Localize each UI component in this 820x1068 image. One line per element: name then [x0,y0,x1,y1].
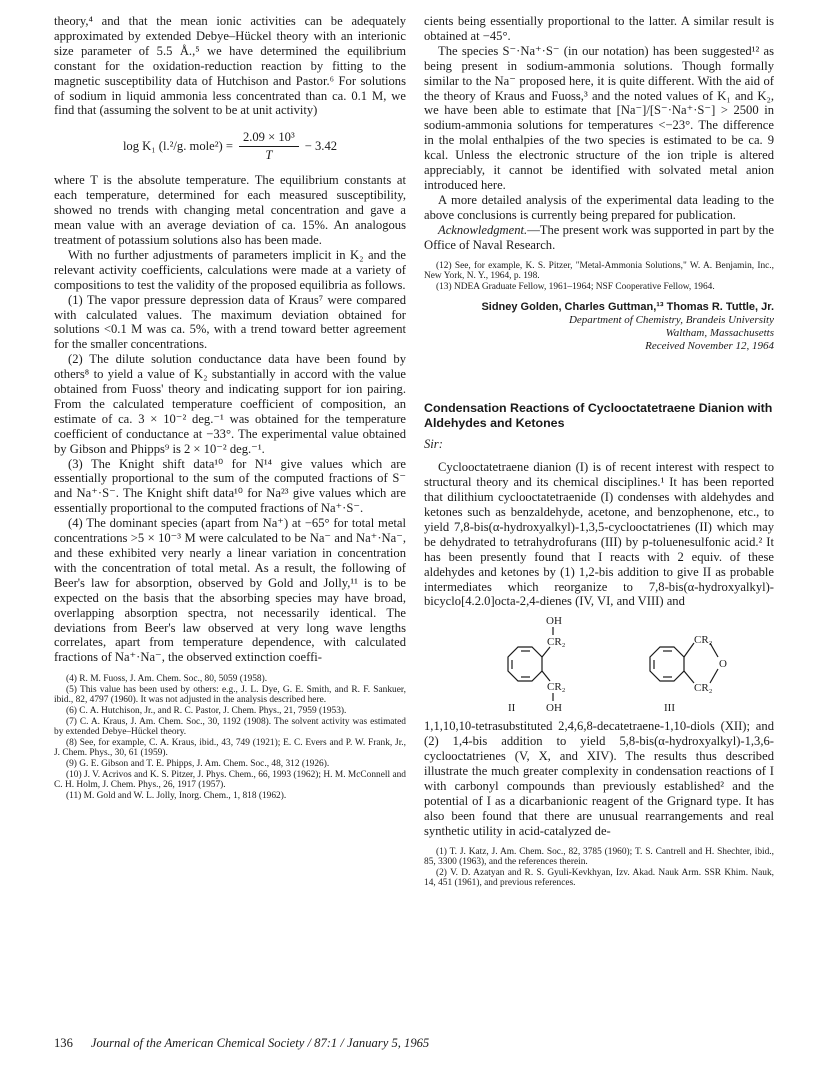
paragraph: A more detailed analysis of the experimental data leading to the above conclusions is currently being prepared for publication. [424,192,774,222]
paragraph: With no further adjustments of parameters implicit in K₂ and the relevant activity coefficients, calculations were made at a variety of compositions to test the validity of the proposed equilibria as follows. [54,247,406,292]
acknowledgment [424,223,774,253]
footnote: (4) R. M. Fuoss, J. Am. Chem. Soc., 80, 5059 (1958). [66,674,268,685]
paragraph: cients being essentially proportional to the latter. A similar result is obtained at −45°. [424,14,774,43]
paragraph: theory,⁴ and that the mean ionic activities can be adequately approximated by extended Debye–Hückel theory with an interionic size parameter of 5.5 Å.,⁵ we have determined the equilibrium constant for the oxidation-reduction reaction by fitting to the magnetic susceptibility data of Hutchison and Pastor.⁶ For solutions of sodium in liquid ammonia less concentrated than ca. 0.1 M, we find that (assuming the solvent to be at unit activity) [54,14,406,118]
journal-citation: Journal of the American Chemical Society / 87:1 / January 5, 1965 [90,1036,430,1050]
footnotes [424,847,774,889]
equation-rhs: − 3.42 [304,139,338,154]
equation [54,130,406,163]
equation-lhs: log K₁ (l.²/g. mole²) = [122,139,233,154]
footnote: (2) V. D. Azatyan and R. S. Gyuli-Kevkhyan, Izv. Akad. Nauk Arm. SSR Khim. Nauk, 14, 451 (1961), and previous references. [424,867,774,889]
right-column [424,14,774,889]
paragraph: (1) The vapor pressure depression data of Kraus⁷ were compared with calculated values. The maximum deviation obtained for solutions <0.1 M was ca. 5%, with a trend toward better agreement for the smaller concentrations. [54,292,406,352]
footnote: (5) This value has been used by others: e.g., J. L. Dye, G. E. Smith, and R. F. Sankuer, ibid., 82, 4797 (1960). It was not adjusted in the analysis described here. [54,684,406,706]
paragraph: (2) The dilute solution conductance data have been found by others⁸ to yield a value of K₂ substantially in accord with the value obtained from Fuoss' theory and indicating support for ion pairing. From the calculated temperature coefficient of composition, an estimate of ca. 3 × 10⁻² deg.⁻¹ was obtained for the temperature coefficient of conductance at −33°. The experimental value obtained by Gibson and Phipps⁹ is 2 × 10⁻² deg.⁻¹. [54,352,406,456]
footnote: (12) See, for example, K. S. Pitzer, "Metal-Ammonia Solutions," W. A. Benjamin, Inc., New York, N. Y., 1964, p. 198. [424,260,774,282]
salutation: Sir: [424,437,443,452]
equation-fraction [239,130,299,163]
structure-ii-label: II [508,702,516,715]
footnote: (7) C. A. Kraus, J. Am. Chem. Soc., 30, 1192 (1908). The solvent activity was estimated by extended Debye–Hückel theory. [54,716,406,738]
received-date: Received November 12, 1964 [645,340,774,353]
footnote: (1) T. J. Katz, J. Am. Chem. Soc., 82, 3785 (1960); T. S. Cantrell and H. Shechter, ibid., 85, 3300 (1963), and the references therein. [424,846,774,868]
page-footer [54,1036,429,1051]
cr2-bottom-label: CR₂ [694,682,713,695]
paragraph: (3) The Knight shift data¹⁰ for N¹⁴ give values which are essentially proportional to the sum of the computed fractions of S⁻ and Na⁺·S⁻. The Knight shift data¹⁰ for Na²³ give values which are essentially proportional to the computed fractions of Na⁺·S⁻. [54,456,406,516]
footnote: (9) G. E. Gibson and T. E. Phipps, J. Am. Chem. Soc., 48, 312 (1926). [66,759,330,769]
acknowledgment-text: —The present work was supported in part by the Office of Naval Research. [424,222,774,252]
structure-iii-diagram [636,613,746,715]
page-number: 136 [54,1036,73,1050]
signature-block [424,300,774,353]
author-city: Waltham, Massachusetts [665,327,774,340]
left-column [54,14,406,801]
author-names: Sidney Golden, Charles Guttman,¹³ Thomas R. Tuttle, Jr. [481,301,774,314]
paragraph: The species S⁻·Na⁺·S⁻ (in our notation) has been suggested¹² as being present in sodium-ammonia solutions. Though formally similar to the Na⁻ proposed here, it is quite different. With the aid of the theory of Kraus and Fuoss,³ and the noted values of K₁ and K₂, we have been able to estimate that [Na⁻]/[S⁻·Na⁺·S⁻] > 2500 in sodium-ammonia solutions for temperatures <−23°. The difference in the molal enthalpies of the two species is estimated to be ca. 9 kcal. Unless the electronic structure of the ion triple is altered appreciably, it cannot be identified with solvated metal anion introduced here. [424,43,774,192]
footnote: (8) See, for example, C. A. Kraus, ibid., 43, 749 (1921); E. C. Evers and P. W. Frank, Jr., J. Chem. Phys., 30, 61 (1959). [54,737,406,759]
footnotes [424,261,774,293]
oh-top-label: OH [546,615,562,628]
structure-ii-diagram [494,613,594,715]
footnote: (13) NDEA Graduate Fellow, 1961–1964; NSF Cooperative Fellow, 1964. [436,281,715,292]
cr2-bottom-label: CR₂ [547,681,566,694]
paragraph: where T is the absolute temperature. The equilibrium constants at each temperature, determined for each measured susceptibility, showed no trends with changing metal concentration and gave a mean value with an average deviation of ca. 15%. An analogous treatment of potassium solutions also has been made. [54,173,406,247]
paragraph: Cyclooctatetraene dianion (I) is of recent interest with respect to structural theory and its chemical disciplines.¹ It has been reported that dilithium cyclooctatetraenide (I) condenses with aldehydes and ketones such as benzaldehyde, acetone, and benzophenone, etc., to yield 7,8-bis(α-hydroxyalkyl)-1,3,5-cyclooctatrienes (II) which may be dehydrated to tetrahydrofurans (III) by p-toluenesulfonic acid.² It has been presently found that I reacts with 2 equiv. of these aldehydes and ketones by (1) 1,2-bis addition to give II as probable intermediates which reorganize to 7,8-bis(α-hydroxyalkyl)-bicyclo[4.2.0]octa-2,4-dienes (IV, VI, and VIII) and [424,460,774,609]
equation-numerator: 2.09 × 10³ [239,130,299,147]
structure-iii-label: III [664,702,675,715]
chemical-structures [424,613,774,715]
cr2-top-label: CR₂ [547,636,566,649]
footnotes [54,674,406,801]
paragraph: (4) The dominant species (apart from Na⁺) at −65° for total metal concentrations >5 × 10⁻³ M were calculated to be Na⁻ and Na⁺·Na⁻, and these exhibited very nearly a linear variation in concentration with the concentration of total metal. As a result, the following of Beer's law for absorption, observed by Gold and Jolly,¹¹ is to be expected on the basis that the absorbing species may have broad, overlapping absorption spectra, not necessarily identical. The deviations from Beer's law observed at very long wave lengths correlates, apart from temperature dependence, with calculated fractions of Na⁺·Na⁻, the observed extinction coeffi- [54,516,406,665]
paragraph: 1,1,10,10-tetrasubstituted 2,4,6,8-decatetraene-1,10-diols (XII); and (2) 1,4-bis addition to yield 5,8-bis(α-hydroxyalkyl)-1,3,6-cyclooctatrienes (V, X, and XIV). The results thus described illustrate the much greater complexity in condensation reactions of I with carbonyl compounds than previously established² and the potential of I as a dicarbanionic reagent of the Grignard type. It has also been found that there are unusual rearrangements and real synthetic utility in acid-catalyzed de- [424,719,774,838]
oxygen-label: O [719,658,727,671]
equation-denominator: T [265,148,273,163]
author-department: Department of Chemistry, Brandeis University [568,314,774,327]
footnote: (11) M. Gold and W. L. Jolly, Inorg. Chem., 1, 818 (1962). [66,790,287,801]
footnote: (10) J. V. Acrivos and K. S. Pitzer, J. Phys. Chem., 66, 1993 (1962); H. M. McConnell and C. H. Holm, J. Chem. Phys., 26, 1917 (1957). [54,769,406,791]
footnote: (6) C. A. Hutchison, Jr., and R. C. Pastor, J. Chem. Phys., 21, 7959 (1953). [66,706,347,717]
oh-bottom-label: OH [546,702,562,715]
article-title: Condensation Reactions of Cyclooctatetraene Dianion with Aldehydes and Ketones [424,401,773,431]
cr2-top-label: CR₂ [694,634,713,647]
acknowledgment-label: Acknowledgment. [438,222,528,237]
